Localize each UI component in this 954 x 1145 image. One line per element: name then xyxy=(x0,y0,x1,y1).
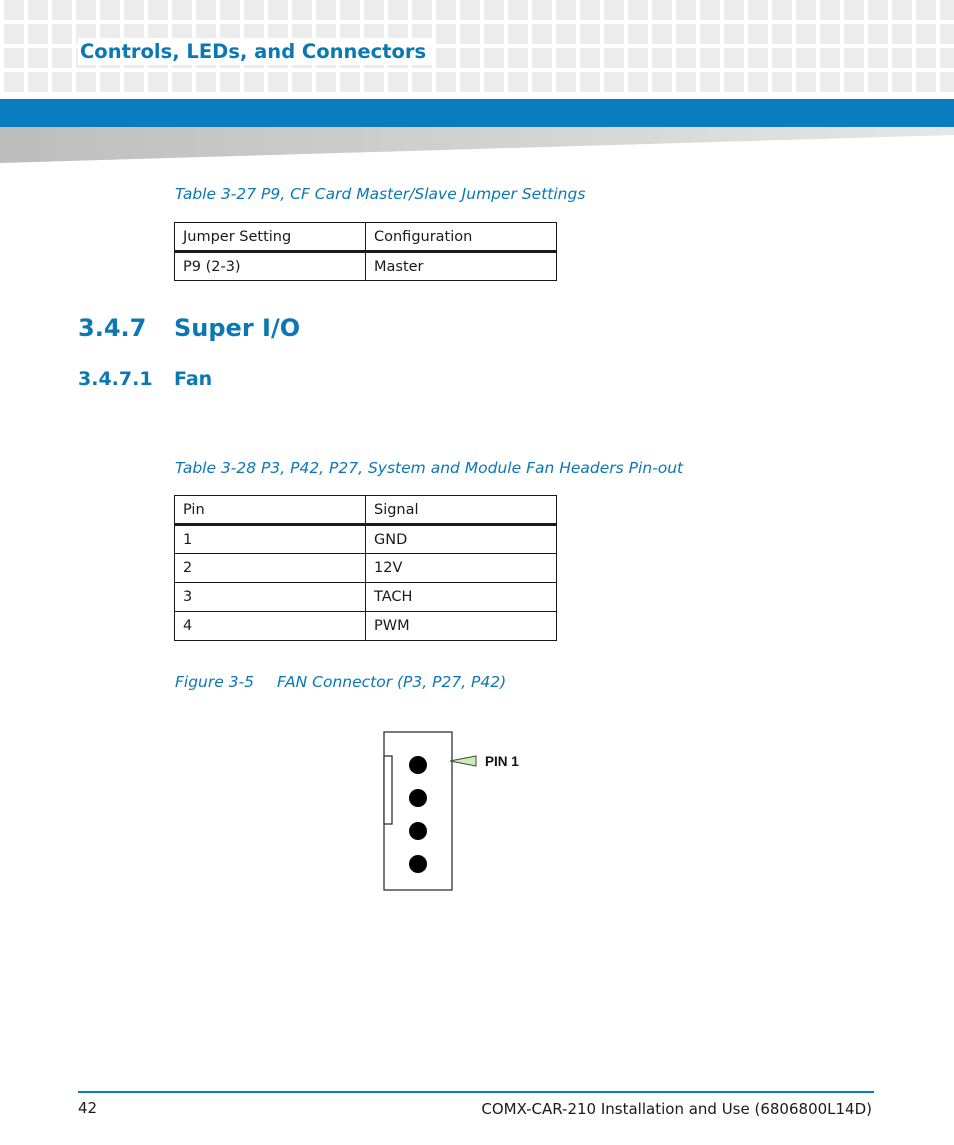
table-header-row xyxy=(175,496,557,525)
connector-pin xyxy=(409,789,427,807)
table-header-row xyxy=(175,223,557,252)
table-28-caption: Table 3-28 P3, P42, P27, System and Module Fan Headers Pin-out xyxy=(175,459,684,477)
table-27 xyxy=(174,222,557,281)
table-cell: PWM xyxy=(366,612,557,641)
section-number: 3.4.7 xyxy=(78,314,147,342)
subsection-number: 3.4.7.1 xyxy=(78,368,153,390)
figure-title: FAN Connector (P3, P27, P42) xyxy=(277,673,507,691)
connector-latch xyxy=(384,756,392,824)
figure-number: Figure 3-5 xyxy=(175,673,255,691)
connector-pin xyxy=(409,822,427,840)
table-cell: 1 xyxy=(175,525,366,554)
table-header-cell: Pin xyxy=(175,496,366,525)
table-header-cell: Configuration xyxy=(366,223,557,252)
connector-pin xyxy=(409,855,427,873)
table-cell: Master xyxy=(366,252,557,281)
table-row xyxy=(175,252,557,281)
chapter-title: Controls, LEDs, and Connectors xyxy=(78,38,434,65)
table-27-caption: Table 3-27 P9, CF Card Master/Slave Jumper Settings xyxy=(175,185,586,203)
header-grey-wedge xyxy=(0,127,954,167)
connector-pin xyxy=(409,756,427,774)
pin-1-label: PIN 1 xyxy=(485,754,519,769)
table-row xyxy=(175,554,557,583)
table-28 xyxy=(174,495,557,641)
subsection-heading xyxy=(78,368,212,390)
header-blue-bar xyxy=(0,99,954,127)
table-row xyxy=(175,525,557,554)
document-title: COMX-CAR-210 Installation and Use (6806800L14D) xyxy=(481,1100,872,1118)
table-header-cell: Signal xyxy=(366,496,557,525)
pin-1-arrow-icon xyxy=(450,756,476,766)
page-number: 42 xyxy=(78,1099,98,1117)
fan-connector-diagram xyxy=(370,722,540,902)
table-cell: 12V xyxy=(366,554,557,583)
table-cell: 4 xyxy=(175,612,366,641)
table-row xyxy=(175,612,557,641)
section-title: Super I/O xyxy=(174,314,301,342)
table-cell: TACH xyxy=(366,583,557,612)
section-heading xyxy=(78,314,300,342)
table-cell: 3 xyxy=(175,583,366,612)
table-row xyxy=(175,583,557,612)
table-cell: 2 xyxy=(175,554,366,583)
footer-rule xyxy=(78,1091,874,1093)
table-header-cell: Jumper Setting xyxy=(175,223,366,252)
table-cell: GND xyxy=(366,525,557,554)
subsection-title: Fan xyxy=(174,368,213,390)
table-cell: P9 (2-3) xyxy=(175,252,366,281)
figure-caption xyxy=(175,673,506,691)
